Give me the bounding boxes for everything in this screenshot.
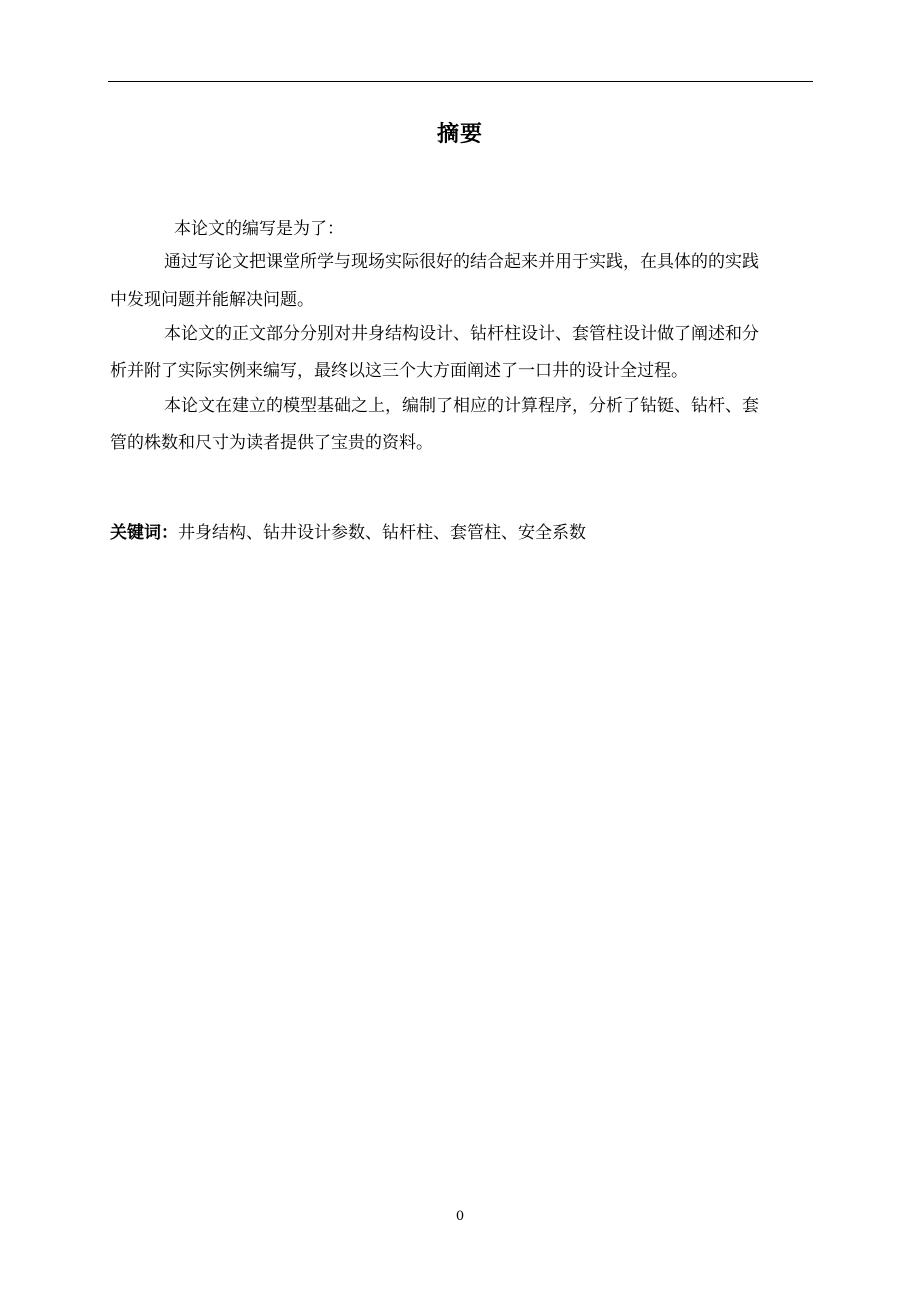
paragraph-model-line-1: 本论文在建立的模型基础之上，编制了相应的计算程序，分析了钻铤、钻杆、套 (164, 396, 759, 416)
paragraph-content-line-1: 本论文的正文部分分别对井身结构设计、钻杆柱设计、套管柱设计做了阐述和分 (164, 324, 759, 344)
paragraph-purpose-line-2: 中发现问题并能解决问题。 (110, 290, 314, 310)
page-title: 摘要 (436, 122, 483, 147)
paragraph-model-line-2: 管的株数和尺寸为读者提供了宝贵的资料。 (110, 433, 433, 453)
paragraph-purpose-line-1: 通过写论文把课堂所学与现场实际很好的结合起来并用于实践，在具体的的实践 (164, 252, 759, 272)
keywords-value: 井身结构、钻井设计参数、钻杆柱、套管柱、安全系数 (178, 523, 586, 543)
keywords-label: 关键词： (110, 523, 178, 543)
header-rule (108, 81, 813, 82)
page-number: 0 (455, 1209, 465, 1224)
paragraph-content-line-2: 析并附了实际实例来编写，最终以这三个大方面阐述了一口井的设计全过程。 (110, 361, 688, 381)
keywords-line (110, 515, 586, 551)
paragraph-intro: 本论文的编写是为了： (174, 219, 344, 239)
